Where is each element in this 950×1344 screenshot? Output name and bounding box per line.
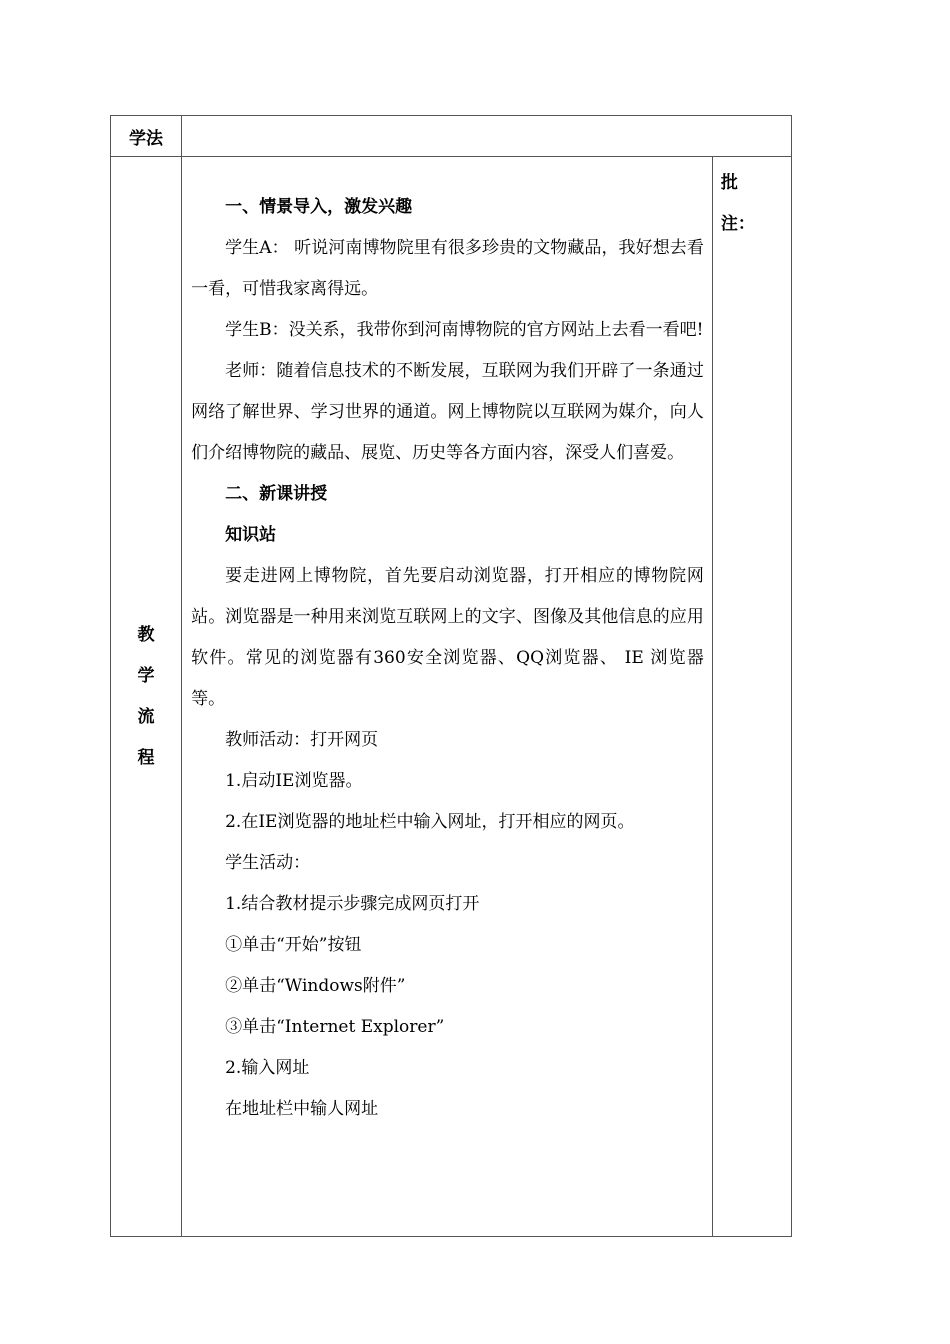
flow-label-char: 流 (137, 706, 155, 727)
body-paragraph: 2.在IE浏览器的地址栏中输入网址，打开相应的网页。 (225, 812, 635, 832)
section-heading: 知识站 (225, 525, 277, 545)
body-paragraph: 老师：随着信息技术的不断发展，互联网为我们开辟了一条通过网络了解世界、学习世界的通道。网上博物院以互联网为媒介，向人们介绍博物院的藏品、展览、历史等各方面内容，深受人们喜爱。 (191, 361, 704, 463)
flow-label-char: 教 (137, 624, 155, 645)
section-heading: 一、情景导入，激发兴趣 (225, 197, 413, 217)
study-method-row (111, 116, 792, 157)
body-paragraph: 学生活动： (225, 853, 311, 873)
body-paragraph: 学生A： 听说河南博物院里有很多珍贵的文物藏品，我好想去看一看，可惜我家离得远。 (191, 238, 704, 299)
body-paragraph: 教师活动：打开网页 (225, 730, 379, 750)
flow-label-char: 程 (137, 747, 155, 768)
body-paragraph: 1.启动IE浏览器。 (225, 771, 363, 791)
annotation-label: 注： (720, 214, 755, 234)
body-paragraph: 学生B：没关系，我带你到河南博物院的官方网站上去看一看吧! (225, 320, 704, 340)
annotation-cell (712, 157, 791, 1237)
body-paragraph: 2.输入网址 (225, 1058, 310, 1078)
teaching-flow-content (182, 157, 713, 1237)
section-heading: 二、新课讲授 (225, 484, 328, 504)
body-paragraph: ①单击“开始”按钮 (225, 935, 362, 955)
body-paragraph: 要走进网上博物院，首先要启动浏览器，打开相应的博物院网站。浏览器是一种用来浏览互联网上的文字、图像及其他信息的应用软件。常见的浏览器有360安全浏览器、QQ浏览器、 IE 浏览器等。 (191, 566, 704, 709)
study-method-content (182, 116, 792, 157)
body-paragraph: ③单击“Internet Explorer” (225, 1017, 445, 1037)
teaching-flow-row (111, 157, 792, 1237)
body-paragraph: 在地址栏中输人网址 (225, 1099, 379, 1119)
teaching-flow-label (111, 157, 182, 1237)
lesson-plan-table (110, 115, 792, 1237)
flow-label-char: 学 (137, 665, 155, 686)
body-paragraph: 1.结合教材提示步骤完成网页打开 (225, 894, 480, 914)
annotation-label: 批 (720, 173, 738, 193)
body-paragraph: ②单击“Windows附件” (225, 976, 406, 996)
study-method-label: 学法 (111, 116, 182, 157)
